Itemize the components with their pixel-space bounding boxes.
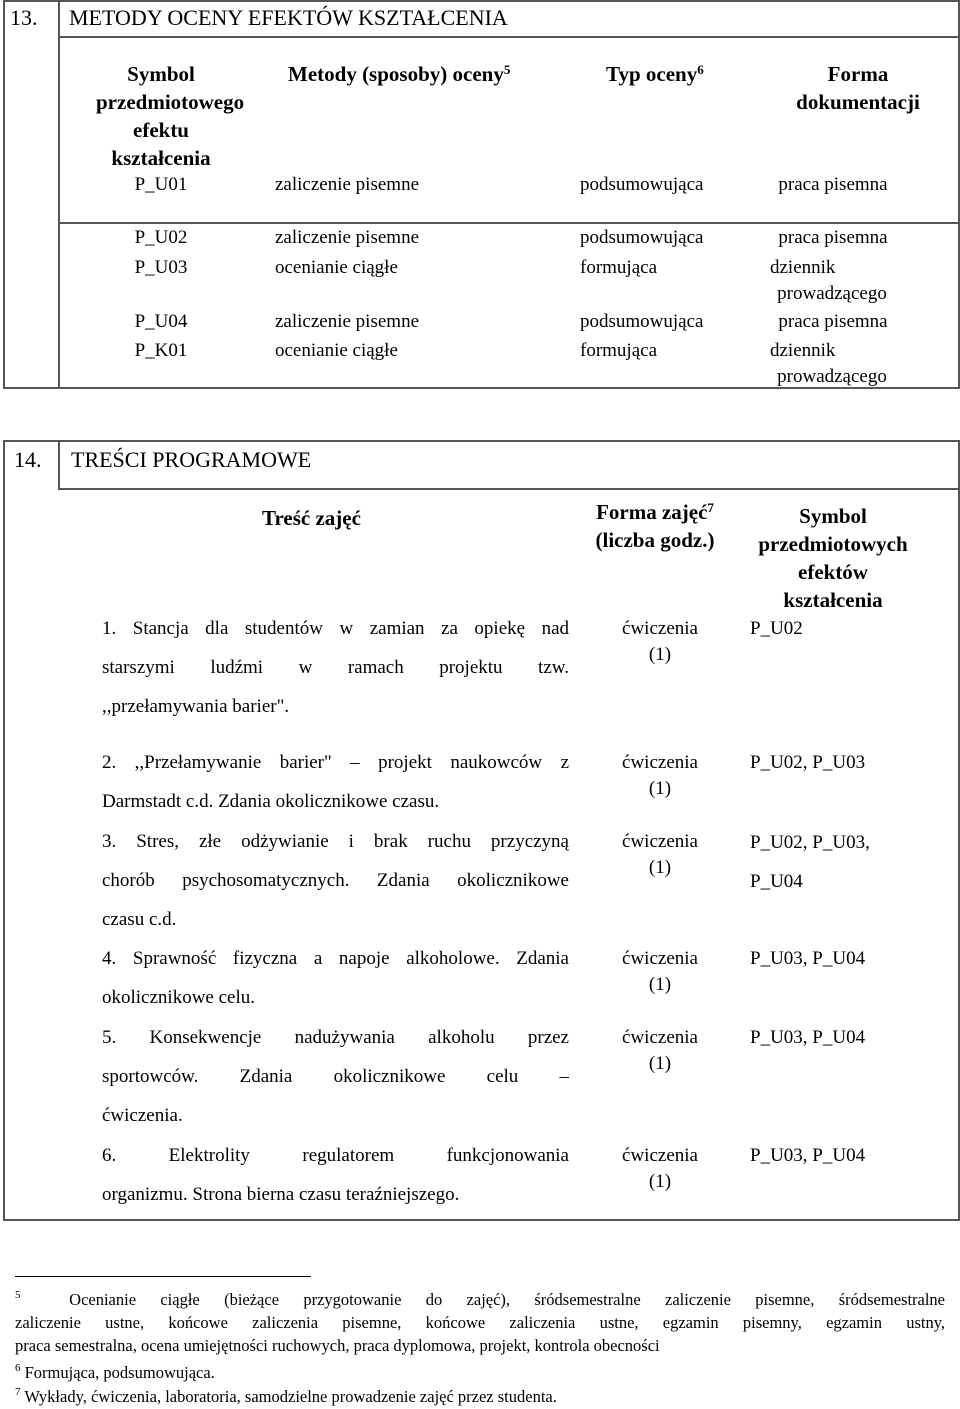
topic-text	[102, 1018, 569, 1135]
topic-form	[585, 946, 735, 998]
topic-form-line: (1)	[648, 1053, 672, 1074]
topic-form	[585, 829, 735, 881]
topic-form-line: (1)	[648, 857, 672, 878]
assessment-form	[758, 338, 908, 390]
topic-form-line: (1)	[648, 644, 672, 665]
header-symbols-line: efektów	[798, 560, 868, 584]
assessment-form-line: praca pisemna	[778, 227, 888, 248]
topic-form-line: (1)	[648, 1171, 672, 1192]
header-type	[606, 60, 704, 88]
assessment-form	[758, 225, 908, 251]
assessment-type: podsumowująca	[580, 174, 704, 195]
footnote-text: Formująca, podsumowująca.	[24, 1363, 215, 1382]
header-methods-label: Metody (sposoby) oceny	[288, 62, 504, 86]
footnote-7	[15, 1385, 945, 1408]
topic-symbol-line: P_U04	[750, 871, 803, 892]
header-symbol-line: przedmiotowego	[96, 90, 245, 114]
section-14-title: TREŚCI PROGRAMOWE	[71, 447, 312, 472]
topic-line: ,,przełamywania barier".	[102, 696, 290, 717]
topic-symbols	[750, 823, 870, 901]
topic-form	[585, 750, 735, 802]
assessment-form-line: prowadzącego	[777, 366, 887, 387]
topic-form-line: (1)	[648, 778, 672, 799]
assessment-type: formująca	[580, 340, 658, 361]
topic-line: 6. Elektrolity regulatorem funkcjonowania	[102, 1145, 569, 1166]
header-symbol-efektu	[96, 60, 245, 172]
header-symbol-line: kształcenia	[111, 146, 211, 170]
assessment-symbol: P_U01	[134, 174, 188, 195]
footnote-line	[15, 1288, 945, 1311]
topic-line: 5. Konsekwencje nadużywania alkoholu przez	[102, 1027, 569, 1048]
header-symbol-line: Symbol	[127, 62, 195, 86]
assessment-form	[758, 172, 908, 198]
header-symbols-line: przedmiotowych	[758, 532, 908, 556]
topic-symbol-line: P_U03, P_U04	[750, 1145, 866, 1166]
section-13-title: METODY OCENY EFEKTÓW KSZTAŁCENIA	[69, 5, 508, 30]
topic-text	[102, 743, 569, 821]
topic-line: okolicznikowe celu.	[102, 987, 256, 1008]
header-symbols-line: Symbol	[799, 504, 867, 528]
topic-symbol-line: P_U03, P_U04	[750, 1027, 866, 1048]
header-class-form-line	[580, 498, 730, 526]
topic-symbols	[750, 750, 865, 776]
footnote-ref-5: 5	[503, 62, 511, 77]
topic-form-line: ćwiczenia	[622, 1027, 698, 1048]
topic-text	[102, 1136, 569, 1214]
section-14-number: 14.	[14, 447, 42, 472]
assessment-form-line: praca pisemna	[778, 174, 888, 195]
assessment-symbol: P_U03	[134, 257, 188, 278]
footnote-line: zaliczenie ustne, końcowe zaliczenia pisemne, końcowe zaliczenia ustne, egzamin pisemny, egzamin ustny,	[15, 1313, 945, 1332]
section-13-number-divider	[58, 0, 60, 389]
footnote-line	[15, 1385, 945, 1408]
footnote-ref-7: 7	[707, 500, 714, 515]
assessment-symbol: P_K01	[134, 340, 188, 361]
topic-form-line: ćwiczenia	[622, 752, 698, 773]
topic-line: Darmstadt c.d. Zdania okolicznikowe czasu.	[102, 791, 440, 812]
footnote-line: praca semestralna, ocena umiejętności ruchowych, praca dyplomowa, projekt, kontrola obecności	[15, 1336, 660, 1355]
assessment-form-line: praca pisemna	[778, 311, 888, 332]
topic-form-line: ćwiczenia	[622, 618, 698, 639]
header-symbols-line: kształcenia	[783, 588, 883, 612]
assessment-form-line: dziennik	[770, 340, 836, 361]
topic-line: 2. ,,Przełamywanie barier" – projekt naukowców z	[102, 752, 569, 773]
header-class-form	[580, 498, 730, 554]
footnote-6	[15, 1361, 945, 1384]
topic-form-line: ćwiczenia	[622, 831, 698, 852]
footnote-separator	[15, 1276, 311, 1277]
header-type-label: Typ oceny	[606, 62, 698, 86]
section-14-title-divider	[58, 488, 960, 490]
section-13-number: 13.	[10, 5, 38, 30]
topic-form-line: ćwiczenia	[622, 948, 698, 969]
assessment-form	[758, 255, 908, 307]
topic-symbols	[750, 1143, 865, 1169]
topic-line: 1. Stancja dla studentów w zamian za opiekę nad	[102, 618, 569, 639]
topic-line: czasu c.d.	[102, 909, 177, 930]
footnote-mark: 7	[15, 1386, 21, 1398]
footnote-ref-6: 6	[697, 62, 704, 77]
header-symbol-line: efektu	[133, 118, 189, 142]
topic-symbol-line: P_U02, P_U03	[750, 752, 866, 773]
topic-symbols	[750, 946, 865, 972]
header-content: Treść zajęć	[262, 506, 361, 530]
footnote-text: Wykłady, ćwiczenia, laboratoria, samodzielne prowadzenie zajęć przez studenta.	[24, 1387, 557, 1406]
header-form-line: Forma	[827, 62, 889, 86]
assessment-method: zaliczenie pisemne	[275, 227, 420, 248]
footnote-text: Ocenianie ciągłe (bieżące przygotowanie do zajęć), śródsemestralne zaliczenie pisemne, śródsemestralne	[69, 1290, 945, 1309]
topic-line: chorób psychosomatycznych. Zdania okolicznikowe	[102, 870, 569, 891]
section-14-number-divider	[58, 440, 60, 490]
topic-text	[102, 939, 569, 1017]
topic-text	[102, 822, 569, 939]
topic-symbol-line: P_U02	[750, 618, 803, 639]
header-class-form-line: (liczba godz.)	[595, 528, 715, 552]
header-form-line: dokumentacji	[796, 90, 920, 114]
assessment-type: podsumowująca	[580, 311, 704, 332]
assessment-symbol: P_U02	[134, 227, 188, 248]
section-13-title-divider	[58, 36, 960, 38]
topic-line: organizmu. Strona bierna czasu teraźniejszego.	[102, 1184, 460, 1205]
header-methods	[288, 60, 510, 88]
topic-line: 4. Sprawność fizyczna a napoje alkoholowe. Zdania	[102, 948, 569, 969]
topic-symbols	[750, 1025, 865, 1051]
topic-text	[102, 609, 569, 726]
assessment-form-line: prowadzącego	[777, 283, 887, 304]
assessment-method: zaliczenie pisemne	[275, 174, 420, 195]
topic-symbols	[750, 616, 803, 642]
topic-line: sportowców. Zdania okolicznikowe celu –	[102, 1066, 569, 1087]
footnote-line	[15, 1361, 945, 1384]
header-class-form-label: Forma zajęć	[596, 500, 708, 524]
topic-line: starszymi ludźmi w ramach projektu tzw.	[102, 657, 569, 678]
footnote-mark: 5	[15, 1289, 21, 1301]
header-form	[778, 60, 938, 116]
assessment-symbol: P_U04	[134, 311, 188, 332]
topic-form	[585, 1143, 735, 1195]
topic-symbol-line: P_U02, P_U03,	[750, 832, 870, 853]
topic-form	[585, 1025, 735, 1077]
assessment-form	[758, 309, 908, 335]
assessment-type: podsumowująca	[580, 227, 704, 248]
assessment-method: zaliczenie pisemne	[275, 311, 420, 332]
topic-form	[585, 616, 735, 668]
footnote-5	[15, 1288, 945, 1357]
assessment-form-line: dziennik	[770, 257, 836, 278]
topic-form-line: (1)	[648, 974, 672, 995]
topic-line: ćwiczenia.	[102, 1105, 183, 1126]
topic-symbol-line: P_U03, P_U04	[750, 948, 866, 969]
topic-form-line: ćwiczenia	[622, 1145, 698, 1166]
footnote-mark: 6	[15, 1362, 21, 1374]
assessment-type: formująca	[580, 257, 658, 278]
topic-line: 3. Stres, złe odżywianie i brak ruchu przyczyną	[102, 831, 569, 852]
header-symbols	[758, 502, 908, 614]
assessment-method: ocenianie ciągłe	[275, 257, 398, 278]
row-divider	[58, 222, 960, 224]
assessment-method: ocenianie ciągłe	[275, 340, 398, 361]
